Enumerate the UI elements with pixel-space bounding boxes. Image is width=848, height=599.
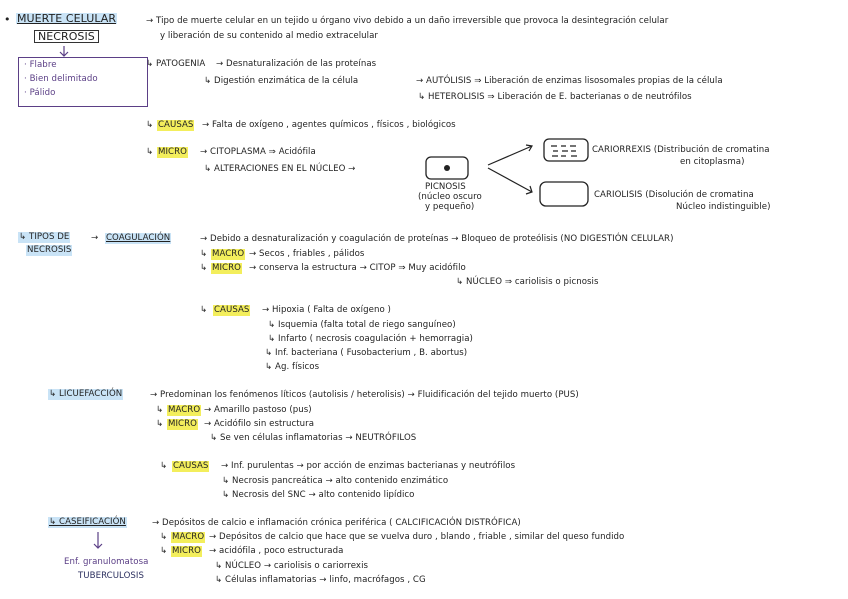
licuefaccion-causas-arrow: ↳ bbox=[160, 461, 168, 471]
coagulacion-label: COAGULACIÓN bbox=[106, 233, 171, 243]
licuefaccion-micro-arrow: ↳ bbox=[156, 419, 164, 429]
patogenia-label: ↳ PATOGENIA bbox=[146, 59, 206, 69]
caseificacion-micro-text: → acidófila , poco estructurada bbox=[209, 546, 344, 556]
coagulacion-causa: ↳ Isquemia (falta total de riego sanguíneo) bbox=[268, 320, 456, 330]
picnosis-label: PICNOSIS bbox=[425, 182, 466, 192]
enfermedad-granulomatosa: Enf. granulomatosa bbox=[64, 557, 149, 567]
micro-arrow: ↳ bbox=[146, 147, 154, 157]
cariorrexis-cell-icon bbox=[544, 139, 588, 161]
branch-arrow-down-icon bbox=[488, 168, 532, 194]
patogenia-autolisis: → AUTÓLISIS ⇒ Liberación de enzimas lisosomales propias de la célula bbox=[416, 76, 723, 86]
coagulacion-causas-arrow: ↳ bbox=[200, 305, 208, 315]
licuefaccion-macro-arrow: ↳ bbox=[156, 405, 164, 415]
cariolisis-cell-icon bbox=[540, 182, 588, 206]
feature-item: · Flabre bbox=[24, 60, 57, 70]
coagulacion-macro-arrow: ↳ bbox=[200, 249, 208, 259]
page-subtitle: NECROSIS bbox=[34, 30, 99, 43]
cariorrexis-fragments-icon bbox=[551, 146, 577, 156]
picnosis-desc-2: y pequeño) bbox=[425, 202, 475, 212]
coagulacion-micro-text: → conserva la estructura → CITOP ⇒ Muy acidófilo bbox=[249, 263, 466, 273]
licuefaccion-macro-label: MACRO bbox=[168, 405, 201, 415]
tuberculosis-label: TUBERCULOSIS bbox=[78, 571, 144, 581]
coagulacion-causa: ↳ Ag. físicos bbox=[265, 362, 320, 372]
micro-label: MICRO bbox=[158, 147, 187, 157]
coagulacion-causa: → Hipoxia ( Falta de oxígeno ) bbox=[262, 305, 391, 315]
coagulacion-arrow: → bbox=[91, 233, 99, 243]
micro-citoplasma: → CITOPLASMA ⇒ Acidófila bbox=[200, 147, 316, 157]
coagulacion-macro-text: → Secos , friables , pálidos bbox=[249, 249, 365, 259]
coagulacion-causa: ↳ Inf. bacteriana ( Fusobacterium , B. abortus) bbox=[265, 348, 468, 358]
licuefaccion-snc: ↳ Necrosis del SNC → alto contenido lipídico bbox=[222, 490, 415, 500]
licuefaccion-text: → Predominan los fenómenos líticos (autolisis / heterolisis) → Fluidificación del tejido muerto (PUS) bbox=[150, 390, 579, 400]
feature-item: · Pálido bbox=[24, 88, 56, 98]
caseificacion-macro-arrow: ↳ bbox=[160, 532, 168, 542]
picnosis-desc-1: (núcleo oscuro bbox=[418, 192, 482, 202]
caseificacion-nucleo: ↳ NÚCLEO → cariolisis o cariorrexis bbox=[215, 561, 369, 571]
bullet: • bbox=[4, 13, 11, 26]
coagulacion-text: → Debido a desnaturalización y coagulación de proteínas → Bloqueo de proteólisis (NO DIGESTIÓN CELULAR) bbox=[200, 234, 674, 244]
licuefaccion-micro-text: → Acidófilo sin estructura bbox=[204, 419, 315, 429]
caseificacion-down-arrow-icon bbox=[94, 532, 102, 548]
patogenia-digestion: ↳ Digestión enzimática de la célula bbox=[204, 76, 359, 86]
licuefaccion-pancreatica: ↳ Necrosis pancreática → alto contenido enzimático bbox=[222, 476, 449, 486]
cariorrexis-desc: en citoplasma) bbox=[680, 157, 745, 167]
coagulacion-nucleo: ↳ NÚCLEO ⇒ cariolisis o picnosis bbox=[456, 277, 599, 287]
patogenia-text: → Desnaturalización de las proteínas bbox=[216, 59, 377, 69]
patogenia-heterolisis: ↳ HETEROLISIS ⇒ Liberación de E. bacterianas o de neutrófilos bbox=[418, 92, 692, 102]
licuefaccion-micro-label: MICRO bbox=[168, 419, 197, 429]
coagulacion-micro-arrow: ↳ bbox=[200, 263, 208, 273]
caseificacion-micro-label: MICRO bbox=[172, 546, 201, 556]
picnosis-nucleus-icon bbox=[444, 165, 450, 171]
licuefaccion-causas-label: CAUSAS bbox=[173, 461, 209, 471]
coagulacion-macro-label: MACRO bbox=[212, 249, 245, 259]
caseificacion-celulas: ↳ Células inflamatorias → linfo, macrófagos , CG bbox=[215, 575, 426, 585]
down-arrow-icon bbox=[60, 46, 68, 56]
caseificacion-macro-text: → Depósitos de calcio que hace que se vuelva duro , blando , friable , similar del queso fundido bbox=[209, 532, 625, 542]
licuefaccion-celulas: ↳ Se ven células inflamatorias → NEUTRÓFILOS bbox=[210, 433, 417, 443]
causas-label: CAUSAS bbox=[158, 120, 194, 130]
licuefaccion-macro-text: → Amarillo pastoso (pus) bbox=[204, 405, 312, 415]
causas-text: → Falta de oxígeno , agentes químicos , físicos , biológicos bbox=[202, 120, 456, 130]
definition-line-2: y liberación de su contenido al medio extracelular bbox=[160, 31, 378, 41]
micro-alteraciones: ↳ ALTERACIONES EN EL NÚCLEO → bbox=[204, 164, 356, 174]
causas-arrow: ↳ bbox=[146, 120, 154, 130]
cariolisis-desc: Núcleo indistinguible) bbox=[676, 202, 771, 212]
caseificacion-micro-arrow: ↳ bbox=[160, 546, 168, 556]
licuefaccion-label: ↳ LICUEFACCIÓN bbox=[49, 389, 123, 399]
page-title: MUERTE CELULAR bbox=[17, 12, 117, 25]
coagulacion-causas-label: CAUSAS bbox=[214, 305, 250, 315]
tipos-label-2: NECROSIS bbox=[27, 245, 72, 255]
branch-arrow-up-icon bbox=[488, 145, 532, 165]
caseificacion-macro-label: MACRO bbox=[172, 532, 205, 542]
licuefaccion-causas-text: → Inf. purulentas → por acción de enzimas bacterianas y neutrófilos bbox=[221, 461, 516, 471]
feature-item: · Bien delimitado bbox=[24, 74, 98, 84]
cariorrexis-label: CARIORREXIS (Distribución de cromatina bbox=[592, 145, 770, 155]
tipos-label-1: ↳ TIPOS DE bbox=[19, 232, 70, 242]
caseificacion-label: ↳ CASEIFICACIÓN bbox=[49, 517, 126, 527]
cariolisis-label: CARIOLISIS (Disolución de cromatina bbox=[594, 190, 754, 200]
coagulacion-micro-label: MICRO bbox=[212, 263, 241, 273]
definition-line-1: → Tipo de muerte celular en un tejido u órgano vivo debido a un daño irreversible que provoca la desintegración celular bbox=[146, 16, 669, 26]
coagulacion-causa: ↳ Infarto ( necrosis coagulación + hemorragia) bbox=[268, 334, 473, 344]
caseificacion-text: → Depósitos de calcio e inflamación crónica periférica ( CALCIFICACIÓN DISTRÓFICA) bbox=[152, 518, 521, 528]
